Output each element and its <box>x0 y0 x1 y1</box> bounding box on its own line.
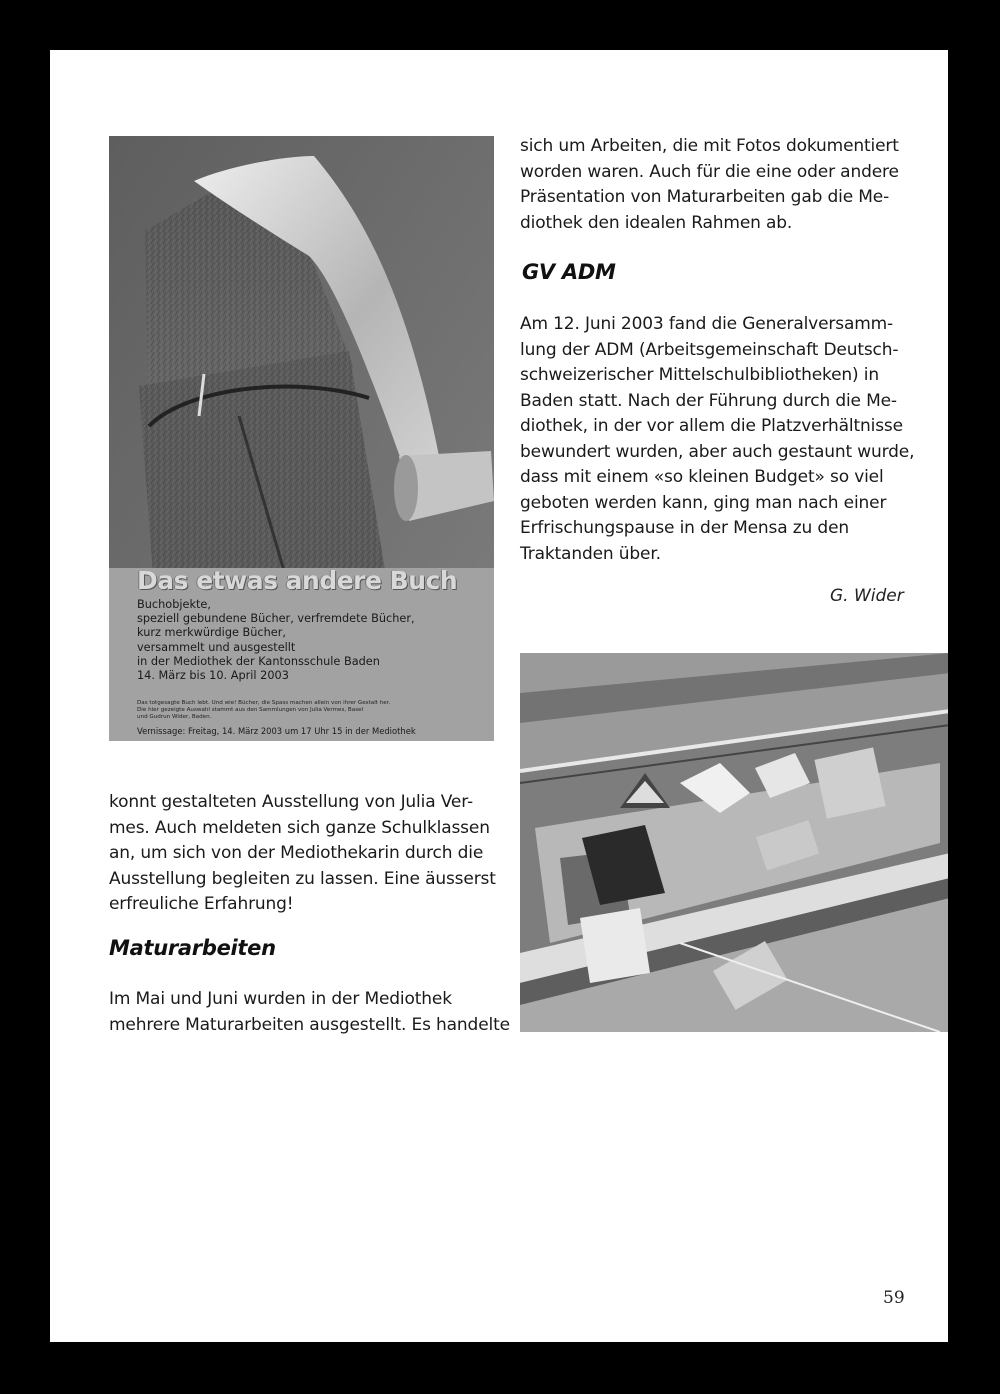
poster-line: speziell gebundene Bücher, verfremdete Bücher, <box>137 612 415 626</box>
heading-maturarbeiten: Maturarbeiten <box>109 936 276 960</box>
text-line: Präsentation von Maturarbeiten gab die Me- <box>520 187 890 207</box>
paragraph-maturarbeiten <box>109 987 510 1038</box>
poster-small-line: Das totgesagte Buch lebt. Und wie! Bücher, die Spass machen allein von ihrer Gestalt her. <box>137 700 391 706</box>
text-line: mehrere Maturarbeiten ausgestellt. Es handelte <box>109 1014 510 1035</box>
text-line: Im Mai und Juni wurden in der Mediothek <box>109 989 452 1009</box>
text-line: Am 12. Juni 2003 fand die Generalversamm- <box>520 314 894 334</box>
paragraph-gv-adm <box>520 312 915 567</box>
text-line: konnt gestalteten Ausstellung von Julia Ver- <box>109 792 473 812</box>
text-line: Baden statt. Nach der Führung durch die Me- <box>520 390 897 411</box>
author-signature: G. Wider <box>830 586 904 606</box>
text-line: mes. Auch meldeten sich ganze Schulklassen <box>109 817 490 838</box>
display-case-artwork <box>520 653 948 1032</box>
text-line: Ausstellung begleiten zu lassen. Eine äusserst <box>109 868 496 889</box>
poster-title: Das etwas andere Buch <box>137 566 458 595</box>
text-line: sich um Arbeiten, die mit Fotos dokumentiert <box>520 136 899 156</box>
poster-vernissage: Vernissage: Freitag, 14. März 2003 um 17 Uhr 15 in der Mediothek <box>137 726 416 736</box>
poster-line: kurz merkwürdige Bücher, <box>137 626 286 640</box>
poster-line: in der Mediothek der Kantonsschule Baden <box>137 654 380 668</box>
page-number: 59 <box>883 1288 905 1308</box>
poster-line: versammelt und ausgestellt <box>137 640 296 654</box>
poster-small-line: Die hier gezeigte Auswahl stammt aus den Sammlungen von Julia Vermes, Basel <box>137 707 364 713</box>
text-line: schweizerischer Mittelschulbibliotheken) in <box>520 365 879 385</box>
document-page <box>50 50 948 1342</box>
poster-small-line: und Gudrun Wider, Baden. <box>137 714 212 720</box>
text-line: Erfrischungspause in der Mensa zu den <box>520 518 850 538</box>
text-line: geboten werden kann, ging man nach einer <box>520 492 887 513</box>
poster-description <box>137 598 415 683</box>
poster-line: 14. März bis 10. April 2003 <box>137 669 289 683</box>
heading-gv-adm: GV ADM <box>522 260 616 284</box>
text-line: erfreuliche Erfahrung! <box>109 894 294 914</box>
exhibition-poster-image <box>109 136 494 741</box>
paragraph-right-top <box>520 134 907 236</box>
paragraph-left-continued <box>109 790 494 918</box>
poster-line: Buchobjekte, <box>137 598 211 611</box>
text-line: diothek den idealen Rahmen ab. <box>520 212 793 233</box>
text-line: bewundert wurden, aber auch gestaunt wurde, <box>520 441 915 462</box>
display-case-photo <box>520 653 948 1032</box>
text-line: Traktanden über. <box>520 543 661 564</box>
text-line: lung der ADM (Arbeitsgemeinschaft Deutsch- <box>520 339 899 360</box>
text-line: dass mit einem «so kleinen Budget» so viel <box>520 467 884 487</box>
text-line: worden waren. Auch für die eine oder andere <box>520 161 899 182</box>
text-line: diothek, in der vor allem die Platzverhältnisse <box>520 416 903 436</box>
poster-fine-print <box>137 700 390 721</box>
text-line: an, um sich von der Mediothekarin durch die <box>109 843 484 863</box>
